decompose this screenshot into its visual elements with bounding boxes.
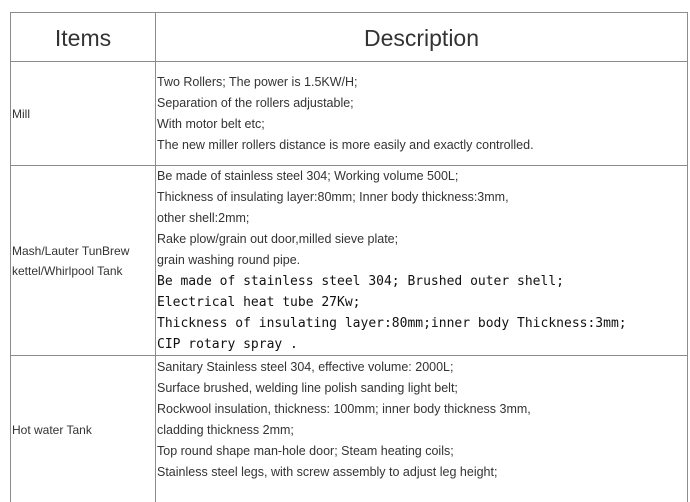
description-hot-water-tank: [156, 356, 688, 502]
description-line: Top round shape man-hole door; Steam heating coils;: [157, 444, 454, 458]
item-label-line: Mash/Lauter TunBrew: [12, 243, 130, 258]
table-row: [11, 62, 688, 166]
description-line: grain washing round pipe.: [157, 253, 301, 267]
description-line: Thickness of insulating layer:80mm;inner body Thickness:3mm;: [157, 316, 627, 331]
table-header-row: [11, 13, 688, 62]
description-line: Sanitary Stainless steel 304, effective volume: 2000L;: [157, 360, 454, 374]
description-line: Stainless steel legs, with screw assembly to adjust leg height;: [157, 465, 498, 479]
description-mill: [156, 62, 688, 166]
description-line: Electrical heat tube 27Kw;: [157, 295, 361, 310]
header-items: [11, 13, 156, 62]
description-line: The new miller rollers distance is more easily and exactly controlled.: [157, 137, 534, 152]
item-mash-lauter: [11, 166, 156, 356]
description-line: Rockwool insulation, thickness: 100mm; inner body thickness 3mm,: [157, 402, 531, 416]
header-description: [156, 13, 688, 62]
description-line: With motor belt etc;: [157, 116, 265, 131]
equipment-spec-table: [10, 12, 688, 502]
description-line: Two Rollers; The power is 1.5KW/H;: [157, 74, 358, 89]
description-line: cladding thickness 2mm;: [157, 423, 294, 437]
table-row: [11, 166, 688, 356]
item-label-line: kettel/Whirlpool Tank: [12, 263, 123, 278]
description-line: Be made of stainless steel 304; Working volume 500L;: [157, 169, 459, 183]
item-mill: [11, 62, 156, 166]
header-description-label: Description: [363, 24, 480, 51]
description-line: CIP rotary spray .: [157, 337, 298, 352]
header-items-label: Items: [54, 24, 112, 51]
description-line: Separation of the rollers adjustable;: [157, 95, 354, 110]
description-mash-lauter: [156, 166, 688, 356]
description-line: Be made of stainless steel 304; Brushed outer shell;: [157, 274, 564, 289]
description-line: other shell:2mm;: [157, 211, 250, 225]
item-label: Mill: [12, 106, 30, 121]
description-line: Surface brushed, welding line polish sanding light belt;: [157, 381, 458, 395]
item-hot-water-tank: [11, 356, 156, 502]
item-label: Hot water Tank: [12, 422, 92, 437]
table-row: [11, 356, 688, 502]
description-line: Rake plow/grain out door,milled sieve plate;: [157, 232, 399, 246]
description-line: Thickness of insulating layer:80mm; Inner body thickness:3mm,: [157, 190, 509, 204]
